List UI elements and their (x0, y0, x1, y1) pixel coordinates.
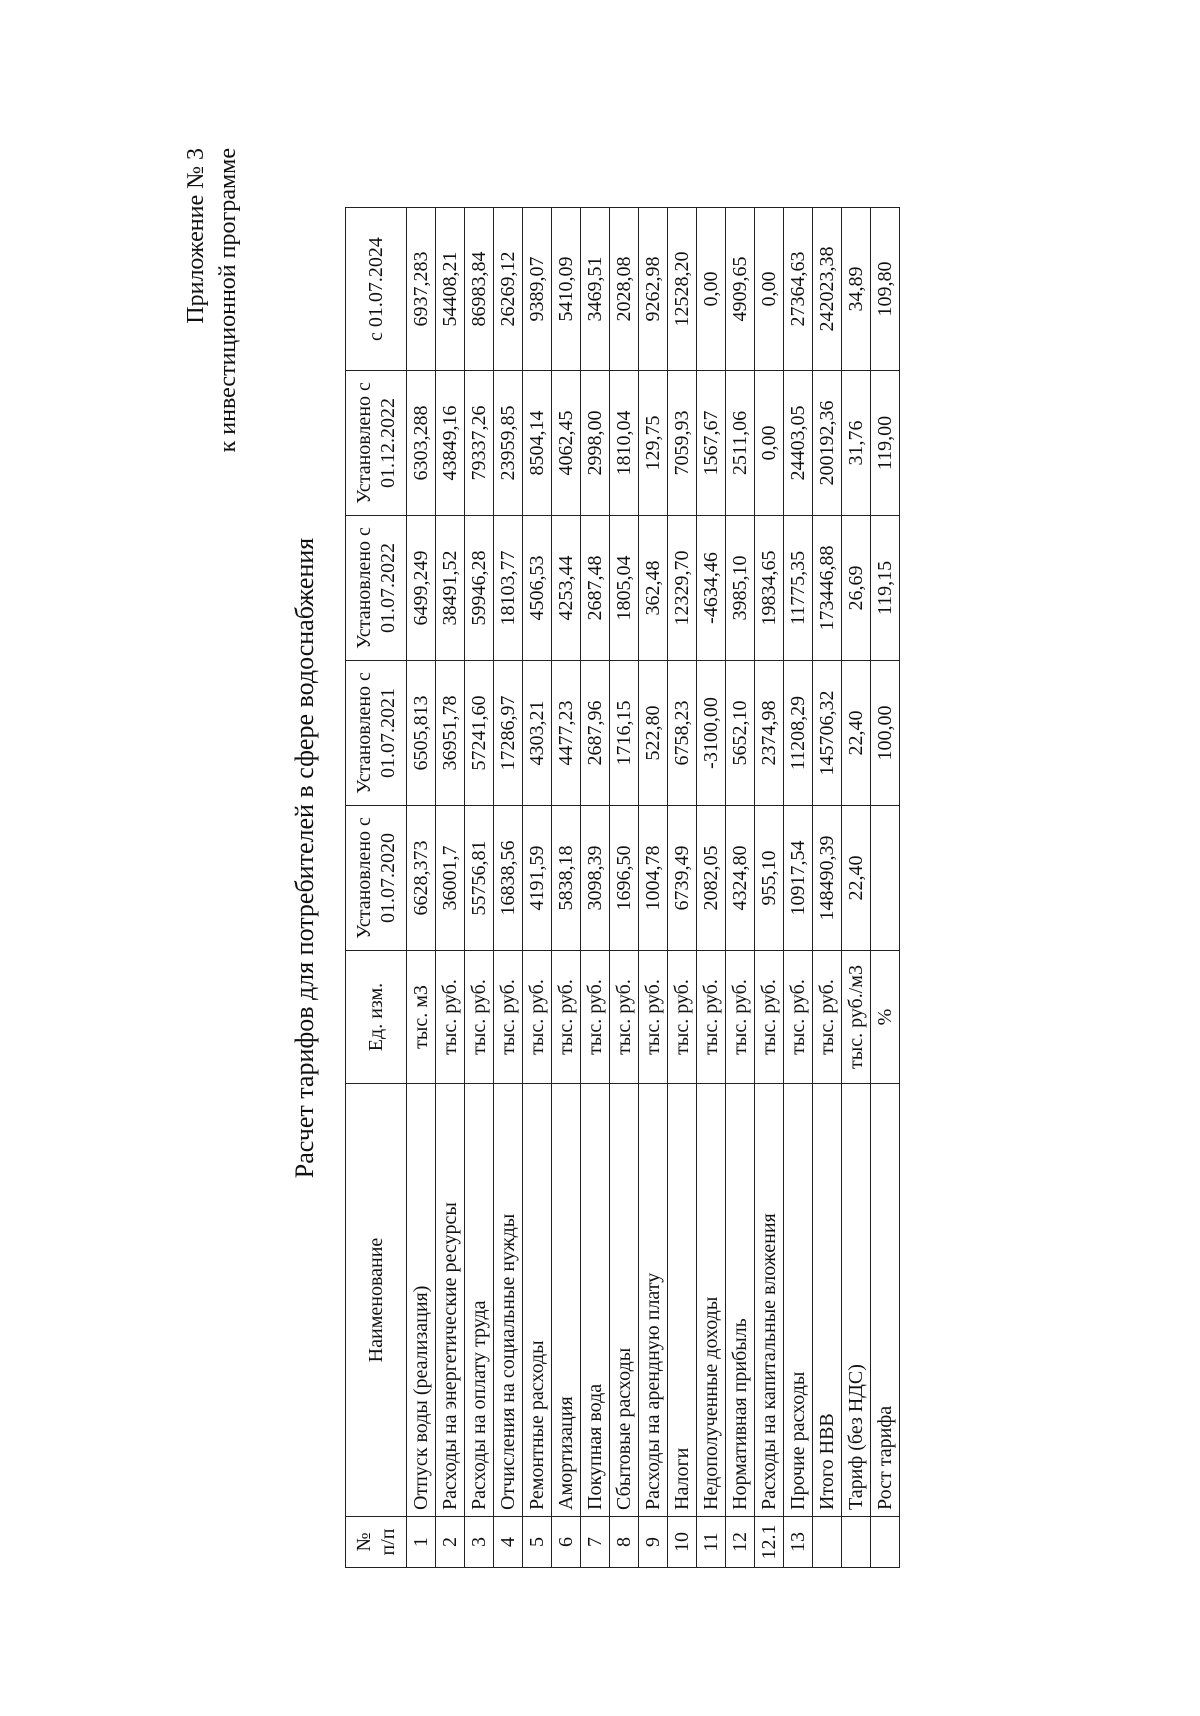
value-2021-cell: 100,00 (871, 661, 900, 806)
value-2022-12-cell: 23959,85 (494, 371, 523, 516)
value-2022-12-cell: 24403,05 (784, 371, 813, 516)
value-2022-07-cell: 362,48 (639, 516, 668, 661)
document-title: Расчет тарифов для потребителей в сфере водоснабжения (290, 537, 319, 1179)
value-2020-cell: 148490,39 (813, 806, 842, 951)
value-2021-cell: 57241,60 (465, 661, 494, 806)
value-2021-cell: 522,80 (639, 661, 668, 806)
value-2020-cell: 2082,05 (697, 806, 726, 951)
table-header-row (346, 208, 407, 1568)
row-unit-cell: тыс. руб. (581, 951, 610, 1084)
value-2024-cell: 9389,07 (523, 208, 552, 371)
row-num-cell: 8 (610, 1517, 639, 1568)
value-2022-07-cell: 18103,77 (494, 516, 523, 661)
value-2020-cell: 1696,50 (610, 806, 639, 951)
row-name-cell: Недополученные доходы (697, 1084, 726, 1517)
tariff-table (345, 207, 900, 1568)
value-2022-07-cell: 59946,28 (465, 516, 494, 661)
row-num-cell: 11 (697, 1517, 726, 1568)
table-row (407, 208, 436, 1568)
row-unit-cell: тыс. руб. (465, 951, 494, 1084)
table-row (726, 208, 755, 1568)
row-unit-cell: % (871, 951, 900, 1084)
value-2024-cell: 242023,38 (813, 208, 842, 371)
header-2020: Установлено с 01.07.2020 (346, 806, 407, 951)
row-unit-cell: тыс. руб. (813, 951, 842, 1084)
row-num-cell: 2 (436, 1517, 465, 1568)
table-row (842, 208, 871, 1568)
value-2020-cell: 6628,373 (407, 806, 436, 951)
row-unit-cell: тыс. руб. (610, 951, 639, 1084)
table-row (871, 208, 900, 1568)
value-2024-cell: 0,00 (755, 208, 784, 371)
value-2024-cell: 27364,63 (784, 208, 813, 371)
value-2024-cell: 3469,51 (581, 208, 610, 371)
value-2020-cell: 16838,56 (494, 806, 523, 951)
value-2022-12-cell: 4062,45 (552, 371, 581, 516)
row-unit-cell: тыс. руб. (726, 951, 755, 1084)
value-2021-cell: 2374,98 (755, 661, 784, 806)
header-2022-07: Установлено с 01.07.2022 (346, 516, 407, 661)
value-2024-cell: 2028,08 (610, 208, 639, 371)
row-num-cell: 1 (407, 1517, 436, 1568)
row-num-cell (813, 1517, 842, 1568)
value-2022-07-cell: 1805,04 (610, 516, 639, 661)
value-2021-cell: -3100,00 (697, 661, 726, 806)
value-2022-07-cell: 119,15 (871, 516, 900, 661)
value-2021-cell: 6758,23 (668, 661, 697, 806)
value-2024-cell: 54408,21 (436, 208, 465, 371)
header-num: № п/п (346, 1517, 407, 1568)
value-2022-07-cell: 11775,35 (784, 516, 813, 661)
row-unit-cell: тыс. руб. (494, 951, 523, 1084)
table-row (465, 208, 494, 1568)
table-row (494, 208, 523, 1568)
value-2022-12-cell: 1567,67 (697, 371, 726, 516)
appendix-line-1: Приложение № 3 (183, 148, 209, 324)
value-2022-12-cell: 200192,36 (813, 371, 842, 516)
table-body (407, 208, 900, 1568)
value-2020-cell: 5838,18 (552, 806, 581, 951)
row-unit-cell: тыс. руб. (784, 951, 813, 1084)
appendix-line-2: к инвестиционной программе (215, 148, 241, 453)
value-2021-cell: 6505,813 (407, 661, 436, 806)
value-2022-12-cell: 129,75 (639, 371, 668, 516)
header-2021: Установлено с 01.07.2021 (346, 661, 407, 806)
value-2021-cell: 22,40 (842, 661, 871, 806)
value-2022-12-cell: 6303,288 (407, 371, 436, 516)
header-name: Наименование (346, 1084, 407, 1517)
row-unit-cell: тыс. м3 (407, 951, 436, 1084)
value-2022-12-cell: 7059,93 (668, 371, 697, 516)
value-2021-cell: 2687,96 (581, 661, 610, 806)
header-unit: Ед. изм. (346, 951, 407, 1084)
table-row (639, 208, 668, 1568)
row-name-cell: Прочие расходы (784, 1084, 813, 1517)
value-2022-12-cell: 2511,06 (726, 371, 755, 516)
value-2020-cell: 36001,7 (436, 806, 465, 951)
row-name-cell: Налоги (668, 1084, 697, 1517)
row-num-cell: 12 (726, 1517, 755, 1568)
row-name-cell: Расходы на оплату труда (465, 1084, 494, 1517)
row-num-cell: 4 (494, 1517, 523, 1568)
value-2021-cell: 17286,97 (494, 661, 523, 806)
value-2024-cell: 109,80 (871, 208, 900, 371)
value-2022-07-cell: -4634,46 (697, 516, 726, 661)
value-2021-cell: 145706,32 (813, 661, 842, 806)
value-2022-07-cell: 4506,53 (523, 516, 552, 661)
value-2020-cell (871, 806, 900, 951)
rotated-sheet (150, 108, 1050, 1608)
row-name-cell: Нормативная прибыль (726, 1084, 755, 1517)
value-2020-cell: 55756,81 (465, 806, 494, 951)
row-unit-cell: тыс. руб. (523, 951, 552, 1084)
row-name-cell: Покупная вода (581, 1084, 610, 1517)
value-2022-07-cell: 12329,70 (668, 516, 697, 661)
value-2024-cell: 9262,98 (639, 208, 668, 371)
row-unit-cell: тыс. руб. (697, 951, 726, 1084)
value-2022-07-cell: 38491,52 (436, 516, 465, 661)
value-2022-07-cell: 3985,10 (726, 516, 755, 661)
value-2021-cell: 11208,29 (784, 661, 813, 806)
row-name-cell: Отпуск воды (реализация) (407, 1084, 436, 1517)
appendix-note (180, 148, 244, 452)
value-2022-07-cell: 19834,65 (755, 516, 784, 661)
value-2024-cell: 34,89 (842, 208, 871, 371)
value-2022-12-cell: 0,00 (755, 371, 784, 516)
value-2021-cell: 5652,10 (726, 661, 755, 806)
value-2024-cell: 12528,20 (668, 208, 697, 371)
row-name-cell: Расходы на арендную плату (639, 1084, 668, 1517)
row-num-cell: 13 (784, 1517, 813, 1568)
header-2022-12: Установлено с 01.12.2022 (346, 371, 407, 516)
table-row (436, 208, 465, 1568)
value-2020-cell: 1004,78 (639, 806, 668, 951)
value-2022-12-cell: 2998,00 (581, 371, 610, 516)
table-row (523, 208, 552, 1568)
value-2024-cell: 6937,283 (407, 208, 436, 371)
row-num-cell (842, 1517, 871, 1568)
value-2022-12-cell: 119,00 (871, 371, 900, 516)
value-2022-12-cell: 8504,14 (523, 371, 552, 516)
row-unit-cell: тыс. руб./м3 (842, 951, 871, 1084)
table-row (552, 208, 581, 1568)
row-num-cell: 12.1 (755, 1517, 784, 1568)
row-num-cell: 10 (668, 1517, 697, 1568)
header-2024: с 01.07.2024 (346, 208, 407, 371)
table-row (784, 208, 813, 1568)
row-num-cell: 3 (465, 1517, 494, 1568)
row-unit-cell: тыс. руб. (755, 951, 784, 1084)
value-2022-12-cell: 43849,16 (436, 371, 465, 516)
table-row (668, 208, 697, 1568)
value-2022-07-cell: 173446,88 (813, 516, 842, 661)
value-2021-cell: 4303,21 (523, 661, 552, 806)
row-num-cell: 7 (581, 1517, 610, 1568)
value-2024-cell: 4909,65 (726, 208, 755, 371)
row-name-cell: Ремонтные расходы (523, 1084, 552, 1517)
value-2020-cell: 10917,54 (784, 806, 813, 951)
row-name-cell: Итого НВВ (813, 1084, 842, 1517)
value-2020-cell: 4191,59 (523, 806, 552, 951)
value-2020-cell: 4324,80 (726, 806, 755, 951)
value-2020-cell: 22,40 (842, 806, 871, 951)
row-unit-cell: тыс. руб. (639, 951, 668, 1084)
value-2024-cell: 86983,84 (465, 208, 494, 371)
value-2022-12-cell: 1810,04 (610, 371, 639, 516)
value-2024-cell: 5410,09 (552, 208, 581, 371)
value-2022-07-cell: 4253,44 (552, 516, 581, 661)
table-row (755, 208, 784, 1568)
row-unit-cell: тыс. руб. (436, 951, 465, 1084)
value-2022-07-cell: 6499,249 (407, 516, 436, 661)
row-name-cell: Отчисления на социальные нужды (494, 1084, 523, 1517)
row-name-cell: Рост тарифа (871, 1084, 900, 1517)
row-num-cell (871, 1517, 900, 1568)
row-unit-cell: тыс. руб. (668, 951, 697, 1084)
table-row (813, 208, 842, 1568)
row-name-cell: Сбытовые расходы (610, 1084, 639, 1517)
value-2024-cell: 0,00 (697, 208, 726, 371)
row-name-cell: Тариф (без НДС) (842, 1084, 871, 1517)
row-num-cell: 5 (523, 1517, 552, 1568)
value-2024-cell: 26269,12 (494, 208, 523, 371)
value-2020-cell: 6739,49 (668, 806, 697, 951)
value-2022-12-cell: 31,76 (842, 371, 871, 516)
value-2022-07-cell: 2687,48 (581, 516, 610, 661)
table-row (610, 208, 639, 1568)
value-2021-cell: 1716,15 (610, 661, 639, 806)
value-2022-12-cell: 79337,26 (465, 371, 494, 516)
value-2020-cell: 3098,39 (581, 806, 610, 951)
row-name-cell: Расходы на капитальные вложения (755, 1084, 784, 1517)
value-2021-cell: 4477,23 (552, 661, 581, 806)
row-name-cell: Амортизация (552, 1084, 581, 1517)
value-2021-cell: 36951,78 (436, 661, 465, 806)
row-name-cell: Расходы на энергетические ресурсы (436, 1084, 465, 1517)
table-row (697, 208, 726, 1568)
value-2022-07-cell: 26,69 (842, 516, 871, 661)
row-num-cell: 9 (639, 1517, 668, 1568)
row-num-cell: 6 (552, 1517, 581, 1568)
value-2020-cell: 955,10 (755, 806, 784, 951)
table-row (581, 208, 610, 1568)
row-unit-cell: тыс. руб. (552, 951, 581, 1084)
